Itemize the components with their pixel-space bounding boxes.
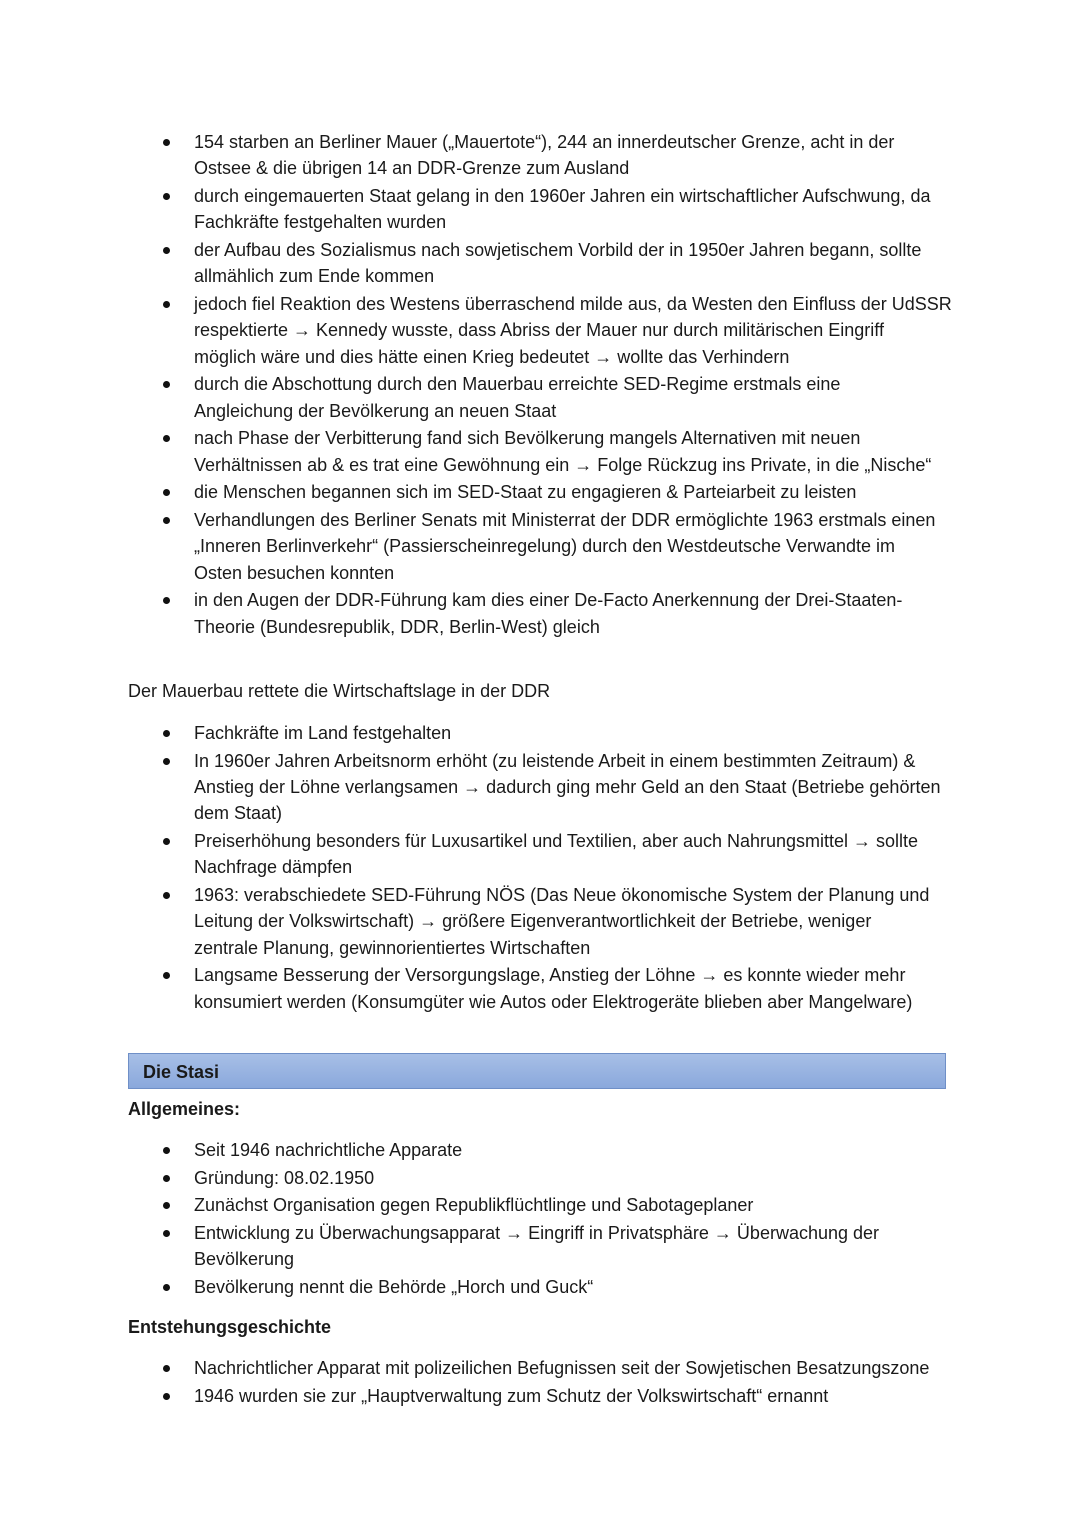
list-item: Verhandlungen des Berliner Senats mit Ministerrat der DDR ermöglichte 1963 erstmals einen „Inneren Berlinverkehr“ (Passierscheinregelung) durch den Westdeutsche Verwandte im Osten besuchen konnten: [128, 507, 958, 586]
bullet-icon: [163, 247, 170, 254]
bullet-icon: [163, 193, 170, 200]
bullet-icon: [163, 1393, 170, 1400]
list-item: In 1960er Jahren Arbeitsnorm erhöht (zu leistende Arbeit in einem bestimmten Zeitraum) & Anstieg der Löhne verlangsamen → dadurch ging mehr Geld an den Staat (Betriebe gehörten dem Staat): [128, 748, 958, 827]
section-heading-stasi: [128, 1053, 946, 1089]
bullet-icon: [163, 892, 170, 899]
list-item: nach Phase der Verbitterung fand sich Bevölkerung mangels Alternativen mit neuen Verhältnissen ab & es trat eine Gewöhnung ein → Folge Rückzug ins Private, in die „Nische“: [128, 425, 958, 478]
list-item: 1946 wurden sie zur „Hauptverwaltung zum Schutz der Volkswirtschaft“ ernannt: [128, 1383, 958, 1409]
list-item: 1963: verabschiedete SED-Führung NÖS (Das Neue ökonomische System der Planung und Leitung der Volkswirtschaft) → größere Eigenverantwortlichkeit der Betriebe, weniger zentrale Planung, gewinnorientiertes Wirtschaften: [128, 882, 958, 961]
bullet-list-wirtschaft: [128, 720, 958, 1016]
bullet-icon: [163, 838, 170, 845]
bullet-icon: [163, 1175, 170, 1182]
list-item: durch eingemauerten Staat gelang in den 1960er Jahren ein wirtschaftlicher Aufschwung, da Fachkräfte festgehalten wurden: [128, 183, 958, 236]
bullet-icon: [163, 1365, 170, 1372]
bullet-icon: [163, 758, 170, 765]
bullet-icon: [163, 301, 170, 308]
bullet-icon: [163, 730, 170, 737]
list-item: in den Augen der DDR-Führung kam dies einer De-Facto Anerkennung der Drei-Staaten- Theorie (Bundesrepublik, DDR, Berlin-West) gleich: [128, 587, 958, 640]
bullet-icon: [163, 517, 170, 524]
bullet-icon: [163, 489, 170, 496]
list-item: Bevölkerung nennt die Behörde „Horch und Guck“: [128, 1274, 958, 1300]
paragraph-wirtschaftslage: Der Mauerbau rettete die Wirtschaftslage in der DDR: [128, 681, 551, 701]
list-item: Fachkräfte im Land festgehalten: [128, 720, 958, 746]
bullet-icon: [163, 972, 170, 979]
list-item: Preiserhöhung besonders für Luxusartikel und Textilien, aber auch Nahrungsmittel → sollte Nachfrage dämpfen: [128, 828, 958, 881]
bullet-icon: [163, 435, 170, 442]
subheading-allgemeines: Allgemeines:: [128, 1099, 241, 1119]
list-item: Seit 1946 nachrichtliche Apparate: [128, 1137, 958, 1163]
list-item: jedoch fiel Reaktion des Westens überraschend milde aus, da Westen den Einfluss der UdSSR respektierte → Kennedy wusste, dass Abriss der Mauer nur durch militärischen Eingriff möglich wäre und dies hätte einen Krieg bedeutet → wollte das Verhindern: [128, 291, 958, 370]
bullet-icon: [163, 597, 170, 604]
list-item: Nachrichtlicher Apparat mit polizeilichen Befugnissen seit der Sowjetischen Besatzungszone: [128, 1355, 958, 1381]
bullet-icon: [163, 1147, 170, 1154]
list-item: 154 starben an Berliner Mauer („Mauertote“), 244 an innerdeutscher Grenze, acht in der Ostsee & die übrigen 14 an DDR-Grenze zum Ausland: [128, 129, 958, 182]
bullet-list-mauerbau-folgen: [128, 129, 958, 641]
list-item: der Aufbau des Sozialismus nach sowjetischem Vorbild der in 1950er Jahren begann, sollte allmählich zum Ende kommen: [128, 237, 958, 290]
list-item: Entwicklung zu Überwachungsapparat → Eingriff in Privatsphäre → Überwachung der Bevölkerung: [128, 1220, 958, 1273]
list-item: Zunächst Organisation gegen Republikflüchtlinge und Sabotageplaner: [128, 1192, 958, 1218]
section-heading-label: Die Stasi: [143, 1062, 220, 1082]
bullet-icon: [163, 1202, 170, 1209]
list-item: die Menschen begannen sich im SED-Staat zu engagieren & Parteiarbeit zu leisten: [128, 479, 958, 505]
bullet-list-entstehung: [128, 1355, 958, 1410]
bullet-icon: [163, 1230, 170, 1237]
bullet-icon: [163, 1284, 170, 1291]
bullet-list-allgemeines: [128, 1137, 958, 1301]
list-item: Langsame Besserung der Versorgungslage, Anstieg der Löhne → es konnte wieder mehr konsumiert werden (Konsumgüter wie Autos oder Elektrogeräte blieben aber Mangelware): [128, 962, 958, 1015]
subheading-entstehungsgeschichte: Entstehungsgeschichte: [128, 1317, 332, 1337]
bullet-icon: [163, 381, 170, 388]
list-item: Gründung: 08.02.1950: [128, 1165, 958, 1191]
list-item: durch die Abschottung durch den Mauerbau erreichte SED-Regime erstmals eine Angleichung der Bevölkerung an neuen Staat: [128, 371, 958, 424]
bullet-icon: [163, 139, 170, 146]
